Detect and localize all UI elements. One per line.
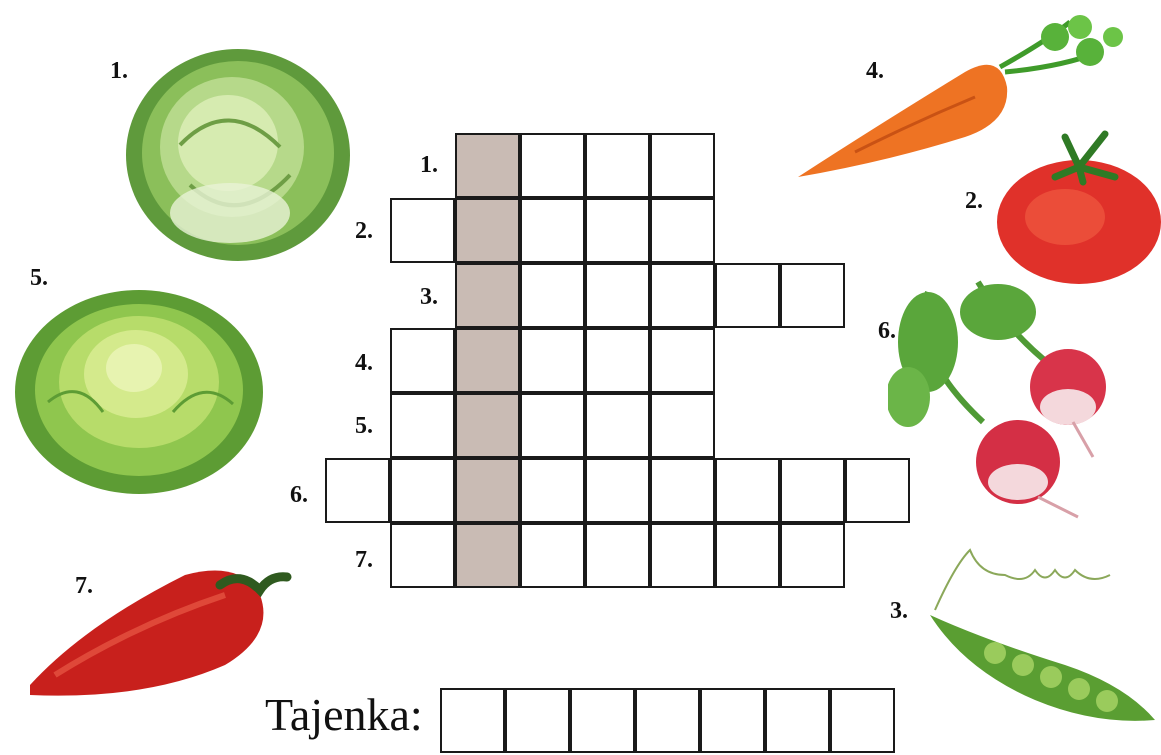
grid-cell[interactable] [585, 133, 650, 198]
grid-cell[interactable] [585, 393, 650, 458]
cabbage-icon [120, 35, 360, 270]
grid-cell[interactable] [390, 393, 455, 458]
solution-cell[interactable] [830, 688, 895, 753]
grid-cell[interactable] [845, 458, 910, 523]
radish-icon [888, 272, 1110, 520]
grid-cell[interactable] [650, 523, 715, 588]
grid-cell[interactable] [650, 458, 715, 523]
picture-number-4: 4. [866, 58, 884, 84]
grid-cell[interactable] [780, 263, 845, 328]
grid-cell[interactable] [455, 458, 520, 523]
picture-number-1: 1. [110, 58, 128, 84]
solution-cell[interactable] [570, 688, 635, 753]
grid-cell[interactable] [520, 198, 585, 263]
grid-cell[interactable] [650, 263, 715, 328]
grid-cell[interactable] [520, 263, 585, 328]
grid-cell[interactable] [455, 263, 520, 328]
grid-cell[interactable] [650, 133, 715, 198]
grid-cell[interactable] [585, 198, 650, 263]
grid-cell[interactable] [390, 198, 455, 263]
grid-cell[interactable] [390, 523, 455, 588]
red-pepper-icon [25, 555, 295, 705]
grid-cell[interactable] [585, 328, 650, 393]
grid-cell[interactable] [650, 198, 715, 263]
solution-cell[interactable] [505, 688, 570, 753]
grid-cell[interactable] [520, 393, 585, 458]
solution-cell[interactable] [765, 688, 830, 753]
grid-cell[interactable] [390, 328, 455, 393]
grid-cell[interactable] [455, 393, 520, 458]
picture-number-6: 6. [878, 318, 896, 344]
grid-cell[interactable] [520, 328, 585, 393]
tomato-icon [995, 122, 1161, 287]
lettuce-icon [8, 282, 270, 500]
row-label-3: 3. [420, 284, 438, 310]
grid-cell[interactable] [585, 263, 650, 328]
pea-pod-icon [925, 545, 1161, 735]
grid-cell[interactable] [715, 458, 780, 523]
row-label-5: 5. [355, 413, 373, 439]
grid-cell[interactable] [650, 328, 715, 393]
grid-cell[interactable] [520, 458, 585, 523]
solution-cell[interactable] [440, 688, 505, 753]
grid-cell[interactable] [780, 458, 845, 523]
solution-cell[interactable] [635, 688, 700, 753]
grid-cell[interactable] [780, 523, 845, 588]
grid-cell[interactable] [455, 523, 520, 588]
grid-cell[interactable] [325, 458, 390, 523]
picture-number-5: 5. [30, 265, 48, 291]
row-label-1: 1. [420, 152, 438, 178]
picture-number-2: 2. [965, 188, 983, 214]
grid-cell[interactable] [390, 458, 455, 523]
grid-cell[interactable] [585, 523, 650, 588]
grid-cell[interactable] [715, 263, 780, 328]
tajenka-label: Tajenka: [265, 689, 423, 740]
grid-cell[interactable] [585, 458, 650, 523]
row-label-6: 6. [290, 482, 308, 508]
grid-cell[interactable] [455, 198, 520, 263]
grid-cell[interactable] [520, 133, 585, 198]
grid-cell[interactable] [455, 133, 520, 198]
row-label-2: 2. [355, 218, 373, 244]
grid-cell[interactable] [650, 393, 715, 458]
picture-number-3: 3. [890, 598, 908, 624]
picture-number-7: 7. [75, 573, 93, 599]
row-label-7: 7. [355, 547, 373, 573]
grid-cell[interactable] [520, 523, 585, 588]
grid-cell[interactable] [715, 523, 780, 588]
grid-cell[interactable] [455, 328, 520, 393]
solution-cell[interactable] [700, 688, 765, 753]
row-label-4: 4. [355, 350, 373, 376]
